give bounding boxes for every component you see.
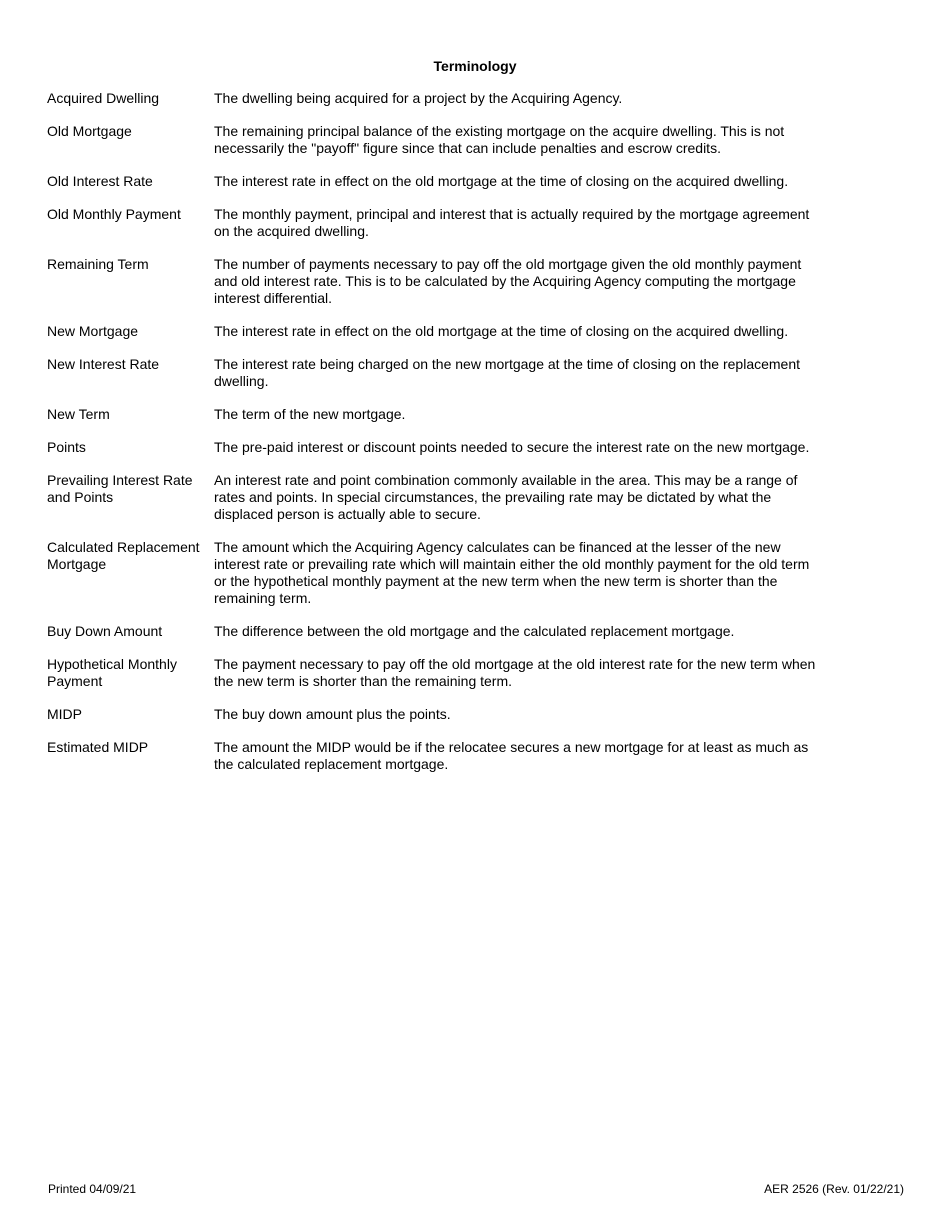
term-name: New Term <box>47 406 110 422</box>
term-definition: The remaining principal balance of the existing mortgage on the acquire dwelling. This is not necessarily the "payoff" figure since that can include penalties and escrow credits. <box>214 123 785 156</box>
term-definition: The interest rate in effect on the old mortgage at the time of closing on the acquired dwelling. <box>214 173 789 189</box>
term-row <box>47 706 827 723</box>
term-name: Old Interest Rate <box>47 173 153 189</box>
page-title: Terminology <box>433 58 517 74</box>
term-row <box>47 256 827 307</box>
terminology-list <box>47 90 827 789</box>
term-definition: The interest rate in effect on the old mortgage at the time of closing on the acquired dwelling. <box>214 323 789 339</box>
term-definition: The term of the new mortgage. <box>214 406 406 422</box>
term-name: Buy Down Amount <box>47 623 163 639</box>
term-definition: The payment necessary to pay off the old mortgage at the old interest rate for the new term when the new term is shorter than the remaining term. <box>214 656 816 689</box>
term-name: New Mortgage <box>47 323 139 339</box>
term-definition: The difference between the old mortgage and the calculated replacement mortgage. <box>214 623 735 639</box>
term-name: Remaining Term <box>47 256 149 272</box>
term-definition: The buy down amount plus the points. <box>214 706 451 722</box>
term-name: Points <box>47 439 86 455</box>
term-name: MIDP <box>47 706 82 722</box>
term-row <box>47 623 827 640</box>
term-name: New Interest Rate <box>47 356 160 372</box>
term-definition: The amount the MIDP would be if the relocatee secures a new mortgage for at least as much as the calculated replacement mortgage. <box>214 739 809 772</box>
term-name: Old Monthly Payment <box>47 206 181 222</box>
term-row <box>47 406 827 423</box>
term-row <box>47 90 827 107</box>
term-row <box>47 439 827 456</box>
form-number: AER 2526 (Rev. 01/22/21) <box>764 1182 904 1196</box>
term-definition: The monthly payment, principal and interest that is actually required by the mortgage agreement on the acquired dwelling. <box>214 206 810 239</box>
term-name: Calculated Replacement Mortgage <box>47 539 200 572</box>
term-name: Hypothetical Monthly Payment <box>47 656 177 689</box>
term-definition: The interest rate being charged on the new mortgage at the time of closing on the replacement dwelling. <box>214 356 801 389</box>
printed-date: Printed 04/09/21 <box>48 1182 137 1196</box>
term-row <box>47 206 827 240</box>
term-row <box>47 539 827 607</box>
term-name: Prevailing Interest Rate and Points <box>47 472 193 505</box>
term-name: Acquired Dwelling <box>47 90 160 106</box>
term-definition: The amount which the Acquiring Agency calculates can be financed at the lesser of the new interest rate or prevailing rate which will maintain either the old monthly payment for the old term or the hypothetical monthly payment at the new term when the new term is shorter than the remaining term. <box>214 539 810 606</box>
term-name: Estimated MIDP <box>47 739 149 755</box>
term-row <box>47 739 827 773</box>
term-name: Old Mortgage <box>47 123 132 139</box>
term-row <box>47 123 827 157</box>
term-row <box>47 356 827 390</box>
term-row <box>47 323 827 340</box>
term-definition: An interest rate and point combination commonly available in the area. This may be a range of rates and points. In special circumstances, the prevailing rate may be dictated by what the displaced person is actually able to secure. <box>214 472 798 522</box>
term-definition: The number of payments necessary to pay off the old mortgage given the old monthly payment and old interest rate. This is to be calculated by the Acquiring Agency computing the mortgage interest differential. <box>214 256 802 306</box>
term-definition: The pre-paid interest or discount points needed to secure the interest rate on the new mortgage. <box>214 439 810 455</box>
term-row <box>47 173 827 190</box>
term-row <box>47 656 827 690</box>
term-row <box>47 472 827 523</box>
term-definition: The dwelling being acquired for a project by the Acquiring Agency. <box>214 90 623 106</box>
